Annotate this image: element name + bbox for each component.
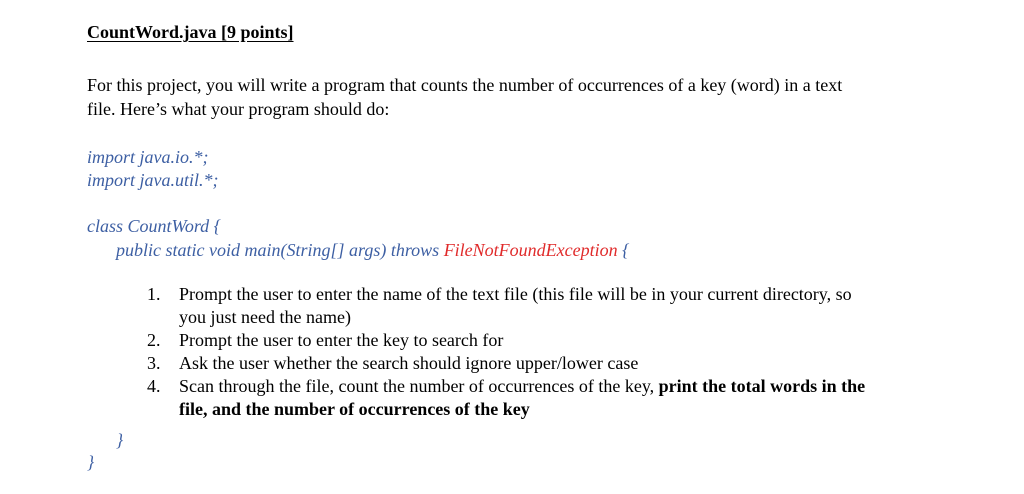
intro-line-2: file. Here’s what your program should do:: [87, 99, 390, 119]
step-number: 1.: [147, 284, 161, 304]
step-text-plain: Scan through the file, count the number of occurrences of the key,: [179, 376, 659, 396]
intro-paragraph: [87, 73, 967, 121]
step-text-line: you just need the name): [179, 307, 351, 327]
step-item: [147, 375, 967, 421]
step-item: [147, 352, 967, 375]
method-open-brace: {: [617, 240, 630, 260]
step-number: 4.: [147, 376, 161, 396]
step-number: 3.: [147, 353, 161, 373]
method-signature: public static void main(String[] args) throws: [116, 240, 444, 260]
step-text-line: [179, 375, 967, 398]
step-text-line: Prompt the user to enter the name of the text file (this file will be in your current directory, so: [179, 284, 852, 304]
step-number: 2.: [147, 330, 161, 350]
code-method-declaration: [116, 238, 629, 262]
step-item: [147, 329, 967, 352]
exception-name: FileNotFoundException: [443, 240, 618, 260]
code-import-io: import java.io.*;: [87, 147, 209, 167]
step-text-bold: file, and the number of occurrences of the key: [179, 399, 530, 419]
instruction-steps: [147, 283, 967, 421]
intro-line-1: For this project, you will write a program that counts the number of occurrences of a key (word) in a text: [87, 75, 843, 95]
assignment-heading: CountWord.java [9 points]: [87, 22, 294, 42]
code-method-close-brace: }: [116, 430, 124, 450]
step-text-line: [179, 398, 967, 421]
step-text-bold: print the total words in the: [658, 376, 866, 396]
step-text: Prompt the user to enter the key to search for: [179, 330, 504, 350]
code-class-close-brace: }: [87, 452, 95, 472]
step-item: [147, 283, 967, 329]
code-class-declaration: class CountWord {: [87, 216, 221, 236]
step-text: Ask the user whether the search should ignore upper/lower case: [179, 353, 639, 373]
code-import-util: import java.util.*;: [87, 170, 219, 190]
